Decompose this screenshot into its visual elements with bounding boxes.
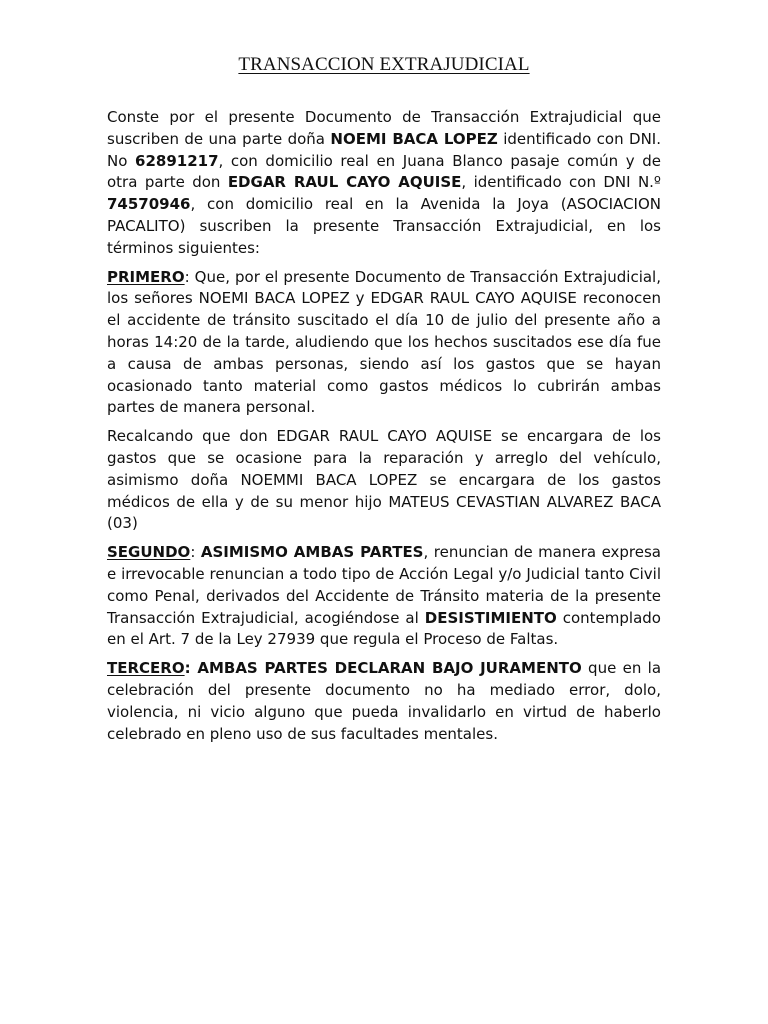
recalcando-text: Recalcando que don EDGAR RAUL CAYO AQUISE se encargara de los gastos que se ocasione para la reparación y arreglo del vehículo, asimismo doña NOEMMI BACA LOPEZ se encargara de los gastos médicos de ella y de su menor hijo MATEUS CEVASTIAN ALVAREZ BACA (03) <box>107 427 661 533</box>
segundo-text-2: , renuncian de manera expresa e irrevocable renuncian a todo tipo de Acción Legal y/o Judicial tanto Civil como Penal, derivados del Accidente de Tránsito materia de la presente Transacción Extrajudicial, acogiéndose al <box>107 543 661 627</box>
tercero-colon: : <box>184 659 191 678</box>
dni-number-1: 62891217 <box>135 151 219 170</box>
intro-text-1: Conste por el presente Documento de Transacción Extrajudicial que suscriben de una parte doña <box>107 108 661 148</box>
clause-label-tercero: TERCERO <box>107 659 185 678</box>
dni-number-2: 74570946 <box>107 195 191 214</box>
paragraph-intro <box>107 107 661 260</box>
intro-text-4: , identificado con DNI N.º <box>461 173 662 192</box>
document-body <box>107 107 661 752</box>
tercero-text: que en la celebración del presente documento no ha mediado error, dolo, violencia, ni vicio alguno que pueda invalidarlo en virtud de haberlo celebrado en pleno uso de sus facultades mentales. <box>107 659 662 743</box>
document-title: TRANSACCION EXTRAJUDICIAL <box>238 54 530 75</box>
primero-text: : Que, por el presente Documento de Transacción Extrajudicial, los señores NOEMI BACA LOPEZ y EDGAR RAUL CAYO AQUISE reconocen el accidente de tránsito suscitado el día 10 de julio del presente año a horas 14:20 de la tarde, aludiendo que los hechos suscitados ese día fue a causa de ambas personas, siendo así los gastos que se hayan ocasionado tanto material como gastos médicos lo cubrirán ambas partes de manera personal. <box>107 267 661 417</box>
paragraph-segundo <box>107 542 661 651</box>
paragraph-tercero <box>107 658 661 745</box>
segundo-text-1: : <box>190 543 201 562</box>
intro-text-5: , con domicilio real en la Avenida la Joya (ASOCIACION PACALITO) suscriben la presente Transacción Extrajudicial, en los términos siguientes: <box>107 195 661 257</box>
paragraph-recalcando <box>107 426 661 535</box>
segundo-bold-1: ASIMISMO AMBAS PARTES <box>200 543 424 562</box>
intro-text-2: identificado con DNI. No <box>107 129 661 170</box>
segundo-bold-2: DESISTIMIENTO <box>424 608 557 627</box>
intro-text-3: , con domicilio real en Juana Blanco pasaje común y de otra parte don <box>107 151 662 192</box>
party-name-1: NOEMI BACA LOPEZ <box>330 129 498 148</box>
party-name-2: EDGAR RAUL CAYO AQUISE <box>227 173 462 192</box>
clause-label-segundo: SEGUNDO <box>107 543 191 562</box>
segundo-text-3: contemplado en el Art. 7 de la Ley 27939 que regula el Proceso de Faltas. <box>107 608 661 649</box>
clause-label-primero: PRIMERO <box>107 267 185 286</box>
paragraph-primero <box>107 267 661 420</box>
tercero-bold-1: AMBAS PARTES DECLARAN BAJO JURAMENTO <box>190 659 582 678</box>
